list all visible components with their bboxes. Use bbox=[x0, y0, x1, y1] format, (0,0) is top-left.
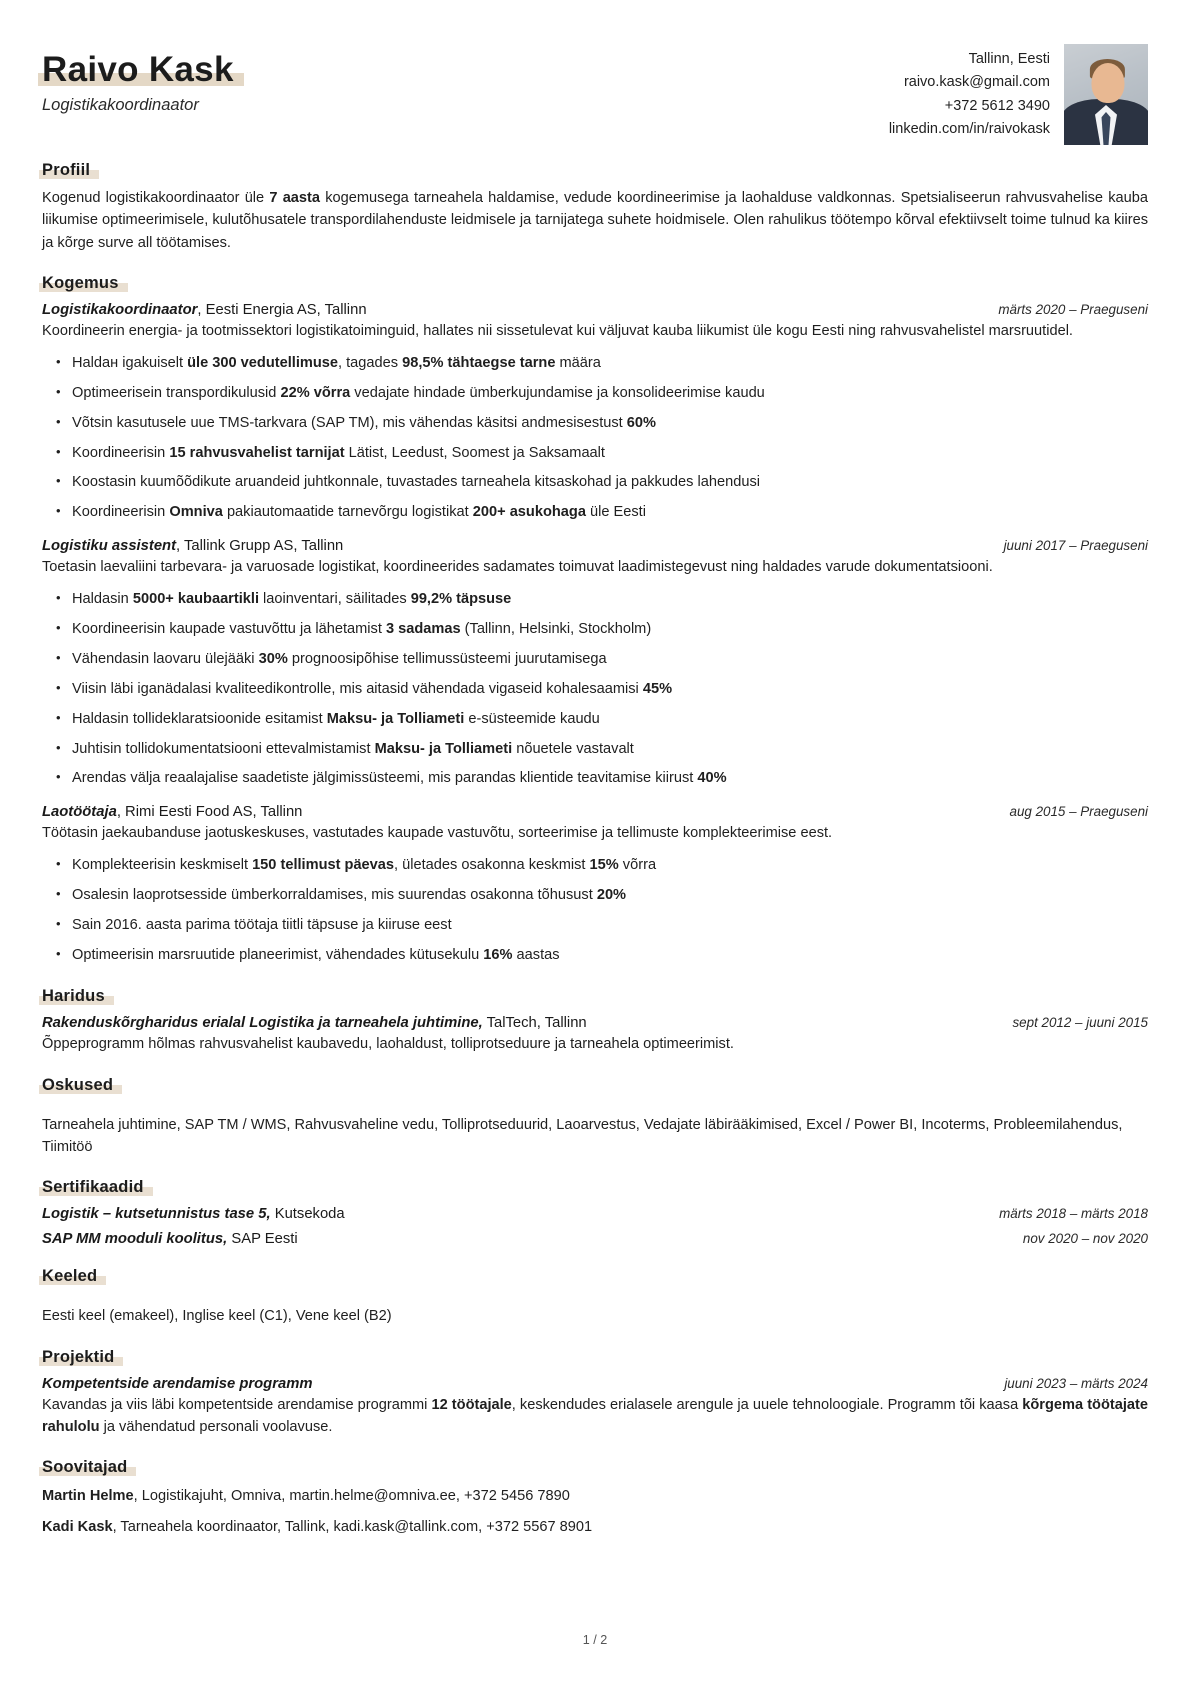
certificate-title: SAP MM mooduli koolitus, SAP Eesti bbox=[42, 1231, 298, 1248]
reference-name: Martin Helme bbox=[42, 1488, 134, 1505]
section-profile bbox=[42, 161, 1148, 254]
education-entry bbox=[42, 1015, 1148, 1056]
experience-entry-title: Logistikakoordinaator, Eesti Energia AS, Tallinn bbox=[42, 301, 367, 318]
list-item: • Koordineerisin Omniva pakiautomaatide tarnevõrgu logistikat 200+ asukohaga üle Eesti bbox=[72, 502, 1148, 524]
experience-entry bbox=[42, 804, 1148, 966]
contact-block bbox=[889, 44, 1148, 145]
list-item: • Koordineerisin kaupade vastuvõttu ja lähetamist 3 sadamas (Tallinn, Helsinki, Stockholm) bbox=[72, 619, 1148, 641]
experience-entry-description: Töötasin jaekaubanduse jaotuskeskuses, vastutades kaupade vastuvõtu, sorteerimise ja tellimuste komplekteerimise eest. bbox=[42, 825, 833, 842]
list-item: • Sain 2016. aasta parima töötaja tiitli täpsuse ja kiiruse eest bbox=[72, 915, 1148, 937]
languages-heading-wrapper bbox=[42, 1267, 97, 1286]
references-list bbox=[42, 1486, 1148, 1539]
experience-entry-head bbox=[42, 804, 1148, 820]
experience-bullet-list bbox=[42, 353, 1148, 524]
contact-location: Tallinn, Eesti bbox=[968, 51, 1050, 67]
projects-heading-wrapper bbox=[42, 1348, 114, 1367]
certificate-title-bold: Logistik – kutsetunnistus tase 5, bbox=[42, 1206, 271, 1223]
project-entry-description: Kavandas ja viis läbi kompetentside arendamise programmi 12 töötajale, keskendudes erialasele arengule ja uuele tehnoloogiale. Programm tõi kaasa kõrgema töötajate rahulolu ja vähendatud personali voolavuse. bbox=[42, 1396, 1148, 1435]
section-heading-languages: Keeled bbox=[42, 1267, 98, 1286]
section-heading-skills: Oskused bbox=[42, 1075, 114, 1094]
list-item: • Juhtisin tollidokumentatsiooni ettevalmistamist Maksu- ja Tolliameti nõuetele vastavalt bbox=[72, 739, 1148, 761]
section-education bbox=[42, 987, 1148, 1056]
education-entry-title: Rakenduskõrgharidus erialal Logistika ja tarneahela juhtimine, TalTech, Tallinn bbox=[42, 1014, 587, 1031]
list-item: • Komplekteerisin keskmiselt 150 tellimust päevas, ületades osakonna keskmist 15% võrra bbox=[72, 855, 1148, 877]
list-item: • Koostasin kuumõõdikute aruandeid juhtkonnale, tuvastades tarneahela kitsaskohad ja pakkudes lahendusi bbox=[72, 472, 1148, 494]
page-indicator: 1 / 2 bbox=[582, 1633, 608, 1647]
education-entry-date: sept 2012 – juuni 2015 bbox=[1012, 1014, 1148, 1030]
experience-entry-title-bold: Logistiku assistent bbox=[42, 538, 177, 555]
skills-text: Tarneahela juhtimine, SAP TM / WMS, Rahvusvaheline vedu, Tolliprotseduurid, Laoarvestus, Vedajate läbirääkimised, Excel / Power BI, Incoterms, Probleemilahendus, Tiimitöö bbox=[42, 1116, 1123, 1156]
reference-row: Kadi Kask, Tarneahela koordinaator, Tallink, kadi.kask@tallink.com, +372 5567 8901 bbox=[42, 1519, 593, 1536]
experience-entry-head bbox=[42, 302, 1148, 318]
experience-entry-title-bold: Logistikakoordinaator bbox=[42, 301, 198, 318]
identity-block bbox=[42, 44, 234, 115]
education-entry-head bbox=[42, 1015, 1148, 1031]
section-languages bbox=[42, 1267, 1148, 1327]
certificate-title: Logistik – kutsetunnistus tase 5, Kutsekoda bbox=[42, 1206, 345, 1223]
experience-bullet-list bbox=[42, 855, 1148, 967]
experience-list bbox=[42, 302, 1148, 967]
section-projects bbox=[42, 1348, 1148, 1439]
contact-email[interactable]: raivo.kask@gmail.com bbox=[903, 74, 1050, 91]
avatar-head bbox=[1091, 63, 1124, 103]
education-list bbox=[42, 1015, 1148, 1056]
certificate-row bbox=[42, 1231, 1148, 1247]
experience-entry-title: Laotöötaja, Rimi Eesti Food AS, Tallinn bbox=[42, 804, 303, 821]
experience-entry-title-bold: Laotöötaja bbox=[42, 804, 117, 821]
avatar bbox=[1064, 44, 1148, 145]
languages-text: Eesti keel (emakeel), Inglise keel (C1), Vene keel (B2) bbox=[42, 1308, 392, 1325]
project-entry-head bbox=[42, 1376, 1148, 1392]
experience-entry-description: Toetasin laevaliini tarbevara- ja varuosade logistikat, koordineerides sadamates toimuvat laadimistegevust ning haldades varude dokumentatsiooni. bbox=[42, 559, 993, 576]
reference-name: Kadi Kask bbox=[42, 1519, 113, 1536]
experience-entry-date: märts 2020 – Praeguseni bbox=[998, 301, 1148, 317]
candidate-name: Raivo Kask bbox=[42, 50, 234, 89]
references-heading-wrapper bbox=[42, 1458, 127, 1477]
education-entry-title-bold: Rakenduskõrgharidus erialal Logistika ja tarneahela juhtimine, bbox=[42, 1014, 483, 1031]
list-item: • Arendas välja reaalajalise saadetiste jälgimissüsteemi, mis parandas klientide teavitamise kiirust 40% bbox=[72, 768, 1148, 790]
section-heading-experience: Kogemus bbox=[42, 273, 119, 292]
experience-bullet-list bbox=[42, 589, 1148, 790]
experience-entry-head bbox=[42, 538, 1148, 554]
list-item: • Optimeerisin marsruutide planeerimist, vähendades kütusekulu 16% aastas bbox=[72, 945, 1148, 967]
section-heading-references: Soovitajad bbox=[42, 1458, 128, 1477]
section-certificates bbox=[42, 1178, 1148, 1247]
education-heading-wrapper bbox=[42, 987, 105, 1006]
education-entry-description: Õppeprogramm hõlmas rahvusvahelist kaubavedu, laohaldust, tolliprotseduure ja tarneahela optimeerimist. bbox=[42, 1035, 734, 1052]
projects-list bbox=[42, 1376, 1148, 1439]
certificate-date: märts 2018 – märts 2018 bbox=[999, 1206, 1148, 1222]
profile-text-part2: kogemusega tarneahela haldamise, vedude koordineerimise ja laohalduse valdkonnas. Spetsialiseerun rahvusvahelise kauba liikumise optimeerimisele, kulutõhusatele transpordilahenduste leidmisele ja tarnijatega suhete hoidmisele. Olen rahulikus töötempo kõrval efektiivselt toime tulnud ka kiires ja kõrge surve all töötamises. bbox=[42, 190, 1148, 251]
certificate-date: nov 2020 – nov 2020 bbox=[1022, 1231, 1148, 1247]
page-footer bbox=[0, 1633, 1190, 1647]
certificates-list bbox=[42, 1206, 1148, 1247]
experience-entry-title: Logistiku assistent, Tallink Grupp AS, Tallinn bbox=[42, 538, 344, 555]
list-item: • Viisin läbi iganädalasi kvaliteedikontrolle, mis aitasid vähendada vigaseid kohalesaamisi 45% bbox=[72, 679, 1148, 701]
list-item: • Optimeerisein transpordikulusid 22% võrra vedajate hindade ümberkujundamise ja konsolideerimise kaudu bbox=[72, 383, 1148, 405]
experience-entry bbox=[42, 538, 1148, 790]
profile-bold-years: 7 aasta bbox=[269, 190, 321, 206]
candidate-role: Logistikakoordinaator bbox=[42, 95, 199, 114]
profile-text-part1: Kogenud logistikakoordinaator üle bbox=[42, 190, 270, 206]
contact-linkedin[interactable]: linkedin.com/in/raivokask bbox=[888, 121, 1050, 138]
list-item: • Vähendasin laovaru ülejääki 30% prognoosipõhise tellimussüsteemi juurutamisega bbox=[72, 649, 1148, 671]
reference-row: Martin Helme, Logistikajuht, Omniva, martin.helme@omniva.ee, +372 5456 7890 bbox=[42, 1488, 570, 1505]
list-item: • Haldasin 5000+ kaubaartikli laoinventari, säilitades 99,2% täpsuse bbox=[72, 589, 1148, 611]
certificates-heading-wrapper bbox=[42, 1178, 144, 1197]
contact-phone[interactable]: +372 5612 3490 bbox=[944, 97, 1050, 114]
project-entry bbox=[42, 1376, 1148, 1439]
profile-text bbox=[42, 187, 1148, 254]
experience-entry bbox=[42, 302, 1148, 524]
cv-header bbox=[42, 44, 1148, 145]
list-item: • Haldasin tollideklaratsioonide esitamist Maksu- ja Tolliameti e-süsteemide kaudu bbox=[72, 709, 1148, 731]
section-experience bbox=[42, 274, 1148, 967]
experience-entry-description: Koordineerin energia- ja tootmissektori logistikatoiminguid, hallates nii sissetulevat kui väljuvat kauba liikumist üle kogu Eesti ning rahvusvahelistel marsruutidel. bbox=[42, 322, 1073, 339]
list-item: • Võtsin kasutusele uue TMS-tarkvara (SAP TM), mis vähendas käsitsi andmesisestust 60% bbox=[72, 413, 1148, 435]
list-item: • Haldaн igakuiselt üle 300 vedutellimuse, tagades 98,5% tähtaegse tarne määra bbox=[72, 353, 1148, 375]
list-item: • Osalesin laoprotsesside ümberkorraldamises, mis suurendas osakonna tõhusust 20% bbox=[72, 885, 1148, 907]
skills-heading-wrapper bbox=[42, 1076, 113, 1095]
list-item: • Koordineerisin 15 rahvusvahelist tarnijat Lätist, Leedust, Soomest ja Saksamaalt bbox=[72, 443, 1148, 465]
certificate-row bbox=[42, 1206, 1148, 1222]
section-heading-certificates: Sertifikaadid bbox=[42, 1178, 144, 1197]
profile-heading-wrapper bbox=[42, 161, 90, 180]
experience-heading-wrapper bbox=[42, 274, 119, 293]
project-entry-title-bold: Kompetentside arendamise programm bbox=[42, 1375, 313, 1392]
experience-entry-date: aug 2015 – Praeguseni bbox=[1009, 804, 1148, 820]
contact-details bbox=[889, 44, 1050, 142]
experience-entry-date: juuni 2017 – Praeguseni bbox=[1003, 538, 1148, 554]
project-entry-title bbox=[42, 1376, 313, 1392]
name-wrapper bbox=[42, 52, 234, 89]
certificate-title-bold: SAP MM mooduli koolitus, bbox=[42, 1231, 228, 1248]
section-references bbox=[42, 1458, 1148, 1539]
section-heading-education: Haridus bbox=[42, 986, 105, 1005]
section-heading-profile: Profiil bbox=[42, 161, 91, 179]
section-skills bbox=[42, 1076, 1148, 1159]
project-entry-date: juuni 2023 – märts 2024 bbox=[1004, 1375, 1148, 1391]
section-heading-projects: Projektid bbox=[42, 1347, 115, 1366]
